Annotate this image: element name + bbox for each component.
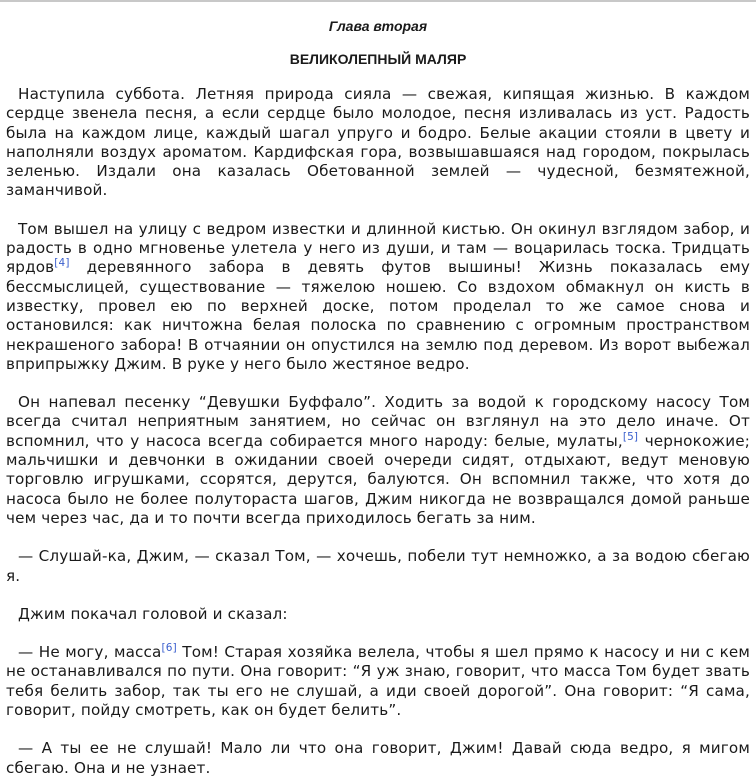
paragraph-text: деревянного забора в девять футов вышины! Жизнь показалась ему бессмыслицей, существование — тяжелою ношею. Со вздохом обмакнул он кисть в известку, провел ею по верхней доске, потом проделал то же самое снова и остановился: как ничтожна белая полоска по сравнению с огромным пространством некрашеного забора! В отчаянии он опустился на землю под деревом. Из ворот выбежал вприпрыжку Джим. В руке у него было жестяное ведро. — [6, 258, 750, 373]
paragraph — [6, 547, 750, 586]
paragraph-text: чернокожие; мальчишки и девчонки в ожидании своей очереди сидят, отдыхают, ведут меновую торговлю игрушками, ссорятся, дерутся, балуются. Он вспомнил также, что хотя до насоса было не более полутораста шагов, Джим никогда не возвращался домой раньше чем через час, да и то почти всегда приходилось бегать за ним. — [6, 431, 750, 527]
paragraph-text: — Слушай-ка, Джим, — сказал Том, — хочешь, побели тут немножко, а за водою сбегаю я. — [6, 547, 750, 585]
paragraph-text: — Не могу, масса — [18, 643, 162, 662]
paragraph — [6, 85, 750, 201]
footnote-link[interactable]: [5] — [622, 430, 639, 443]
paragraph — [6, 739, 750, 778]
chapter-label: Глава вторая — [328, 18, 428, 34]
paragraph — [6, 605, 750, 624]
paragraph-text: Он напевал песенку “Девушки Буффало”. Ходить за водой к городскому насосу Том всегда считал неприятным занятием, но сейчас он взглянул на это дело иначе. От вспомнил, что у насоса всегда собирается много народу: белые, мулаты, — [6, 393, 750, 450]
paragraph-text: — А ты ее не слушай! Мало ли что она говорит, Джим! Давай сюда ведро, я мигом сбегаю. Она и не узнает. — [6, 739, 750, 777]
paragraph-text: Наступила суббота. Летняя природа сияла — свежая, кипящая жизнью. В каждом сердце звенела песня, а если сердце было молодое, песня изливалась из уст. Радость была на каждом лице, каждый шагал упруго и бодро. Белые акации стояли в цвету и наполняли воздух ароматом. Кардифская гора, возвышавшаяся над городом, покрылась зеленью. Издали она казалась Обетованной землей — чудесной, безмятежной, заманчивой. — [6, 85, 750, 200]
paragraph-text: Джим покачал головой и сказал: — [18, 604, 288, 623]
book-page — [0, 16, 756, 778]
paragraph — [6, 643, 750, 720]
footnote-link[interactable]: [4] — [54, 257, 70, 270]
paragraph-text: Том! Старая хозяйка велела, чтобы я шел прямо к насосу и ни с кем не останавливался по пути. Она говорит: “Я уж знаю, говорит, что масса Том будет звать тебя белить забор, так ты его не слушай, а иди своей дорогой”. Она говорит: “Я сама, говорит, пойду смотреть, как он будет белить”. — [6, 643, 750, 720]
paragraph — [6, 220, 750, 374]
paragraph-text: Том вышел на улицу с ведром известки и длинной кистью. Он окинул взглядом забор, и радость в одно мгновенье улетела у него из души, и там — воцарилась тоска. Тридцать ярдов — [6, 219, 750, 277]
chapter-title: ВЕЛИКОЛЕПНЫЙ МАЛЯР — [289, 51, 467, 67]
footnote-link[interactable]: [6] — [161, 642, 177, 655]
paragraph — [6, 393, 750, 528]
